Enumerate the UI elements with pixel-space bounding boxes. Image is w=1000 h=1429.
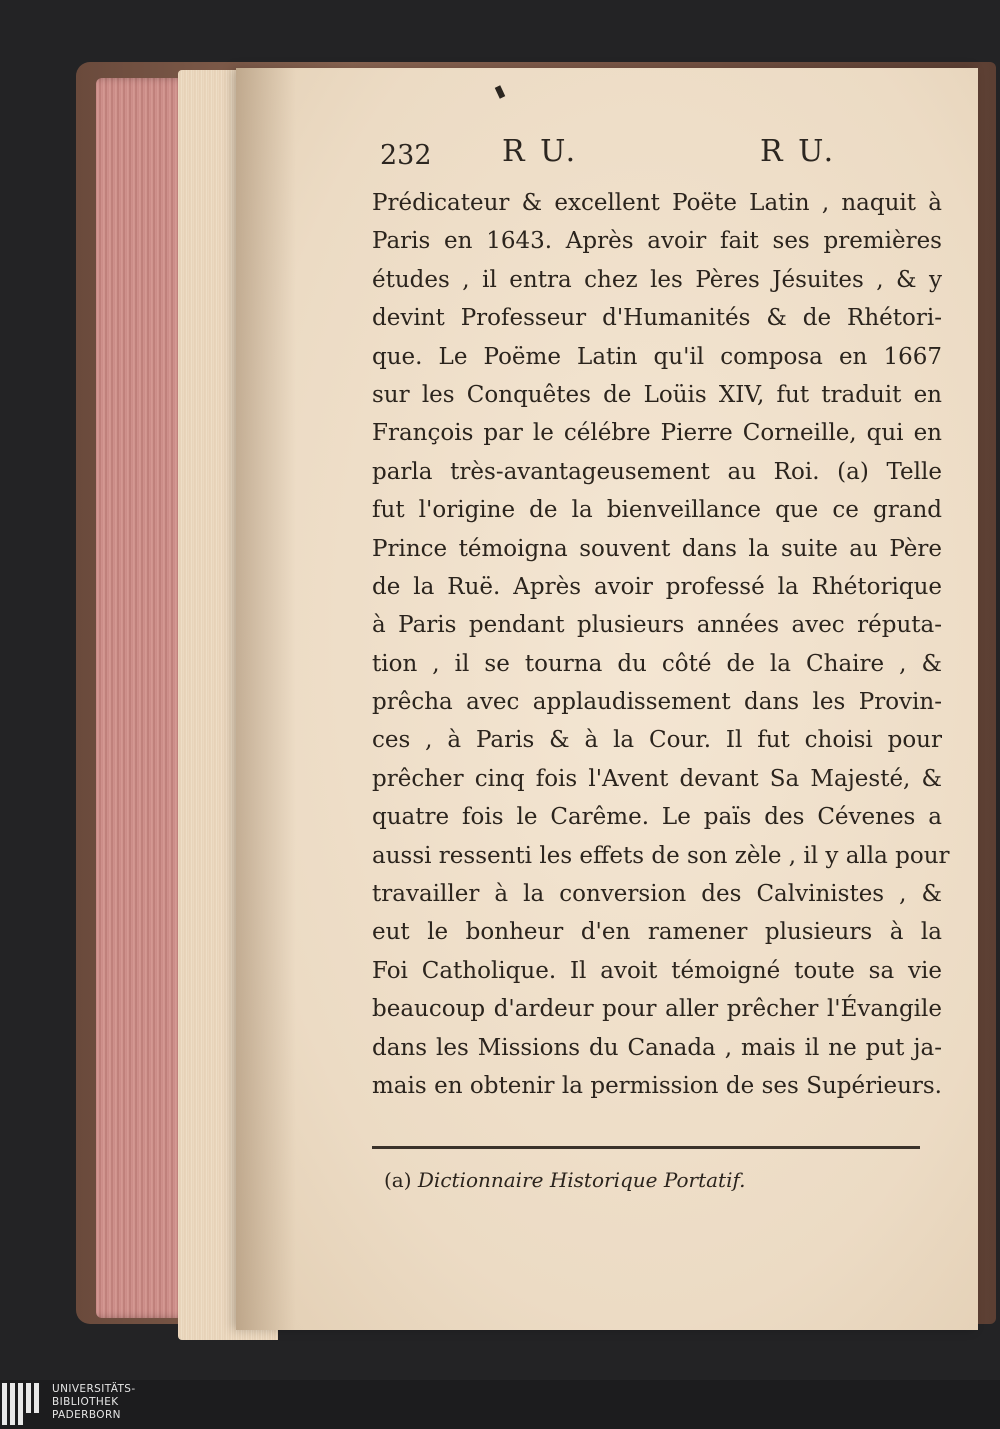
text-line: à Paris pendant plusieurs années avec réputa-	[372, 612, 942, 639]
text-line: prêcha avec applaudissement dans les Provin-	[372, 689, 942, 716]
text-line: que. Le Poëme Latin qu'il composa en 1667	[372, 343, 942, 370]
text-line: dans les Missions du Canada , mais il ne put ja-	[372, 1034, 942, 1061]
gutter-shadow	[236, 68, 296, 1330]
text-line: ces , à Paris & à la Cour. Il fut choisi pour	[372, 727, 942, 754]
text-line: François par le célébre Pierre Corneille, qui en	[372, 420, 942, 447]
text-line: quatre fois le Carême. Le païs des Cévenes a	[372, 804, 942, 831]
text-line: aussi ressenti les effets de son zèle , il y alla pour	[372, 842, 950, 869]
page-number: 232	[380, 140, 432, 171]
footnote-marker: (a)	[384, 1168, 412, 1192]
footnote	[384, 1168, 746, 1192]
text-line: travailler à la conversion des Calvinistes , &	[372, 881, 942, 908]
text-line: Foi Catholique. Il avoit témoigné toute sa vie	[372, 957, 942, 984]
text-line: Paris en 1643. Après avoir fait ses premières	[372, 228, 942, 255]
header-right: R U.	[760, 134, 837, 169]
text-line: tion , il se tourna du côté de la Chaire , &	[372, 650, 942, 677]
text-line: sur les Conquêtes de Loüis XIV, fut traduit en	[372, 381, 942, 408]
text-line: Prédicateur & excellent Poëte Latin , naquit à	[372, 190, 942, 216]
text-line: prêcher cinq fois l'Avent devant Sa Majesté, &	[372, 765, 942, 792]
text-line: fut l'origine de la bienveillance que ce grand	[372, 497, 942, 524]
footnote-title: Dictionnaire Historique Portatif.	[417, 1168, 746, 1192]
text-line: Prince témoigna souvent dans la suite au Père	[372, 535, 942, 562]
text-line: études , il entra chez les Pères Jésuites , & y	[372, 266, 942, 293]
running-header	[380, 134, 940, 178]
header-left: R U.	[502, 134, 579, 169]
library-logo-icon	[2, 1383, 44, 1425]
text-line: beaucoup d'ardeur pour aller prêcher l'Évangile	[372, 996, 942, 1023]
text-line: parla très-avantageusement au Roi. (a) Telle	[372, 458, 942, 485]
logo-line-3: PADERBORN	[52, 1409, 121, 1421]
logo-line-1: UNIVERSITÄTS-	[52, 1383, 136, 1395]
text-line: devint Professeur d'Humanités & de Rhétori-	[372, 305, 942, 332]
footer-bar	[0, 1380, 1000, 1429]
library-logo	[0, 1381, 140, 1427]
text-line: eut le bonheur d'en ramener plusieurs à la	[372, 919, 942, 946]
library-logo-text	[52, 1383, 136, 1422]
text-line: mais en obtenir la permission de ses Supérieurs.	[372, 1072, 942, 1099]
logo-line-2: BIBLIOTHEK	[52, 1396, 119, 1408]
body-text	[372, 184, 950, 1105]
text-line: de la Ruë. Après avoir professé la Rhétorique	[372, 573, 942, 600]
footnote-rule	[372, 1146, 920, 1149]
